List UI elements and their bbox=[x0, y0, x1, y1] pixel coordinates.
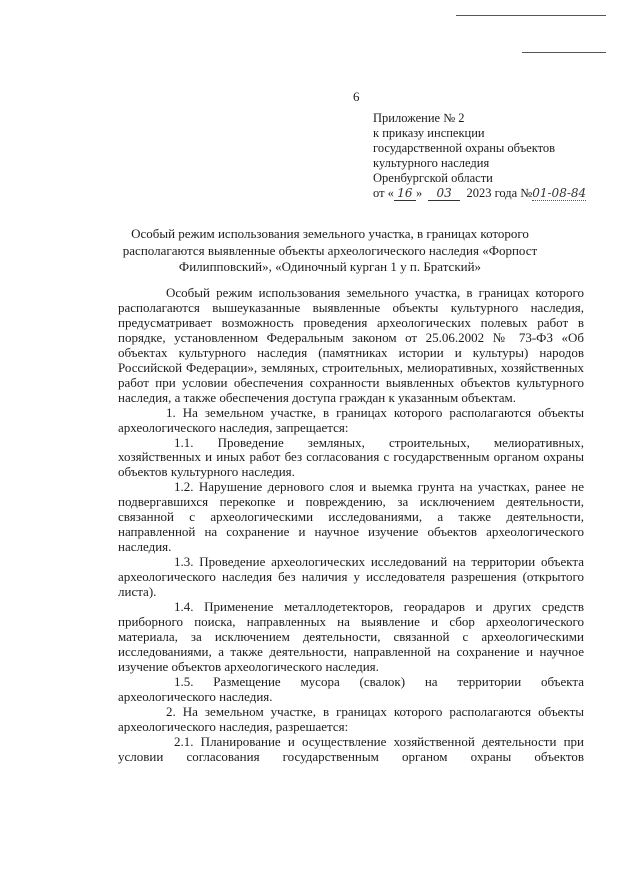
clause-1-4: 1.4. Применение металлодетекторов, георадаров и других средств приборного поиска, направленных на выявление и сбор археологического материала, за исключением деятельности, связанной с археологическими исследованиями, а также деятельности, направленной на сохранение и научное изучение объектов археологического наследия. bbox=[118, 599, 584, 674]
order-date-line bbox=[373, 186, 603, 202]
appendix-line: государственной охраны объектов bbox=[373, 140, 556, 155]
clause-1-5: 1.5. Размещение мусора (свалок) на территории объекта археологического наследия. bbox=[118, 673, 584, 704]
clause-1-1: 1.1. Проведение земляных, строительных, мелиоративных, хозяйственных и иных работ без согласования с государственным органом охраны объектов культурного наследия. bbox=[118, 434, 584, 480]
title-line: Филипповский», «Одиночный курган 1 у п. Братский» bbox=[178, 259, 482, 275]
document-title bbox=[120, 226, 540, 276]
date-prefix: от « bbox=[373, 185, 394, 200]
date-quote-close: » bbox=[415, 185, 423, 200]
title-line: Особый режим использования земельного участка, в границах которого bbox=[131, 226, 529, 241]
clause-2-1: 2.1. Планирование и осуществление хозяйственной деятельности при условии согласования государственным органом охраны объектов bbox=[118, 733, 584, 764]
appendix-line: Приложение № 2 bbox=[373, 111, 465, 125]
handwritten-month: 03 bbox=[428, 186, 460, 202]
page-number: 6 bbox=[353, 89, 360, 104]
appendix-line: Оренбургской области bbox=[373, 170, 493, 185]
appendix-line: к приказу инспекции bbox=[373, 125, 485, 140]
intro-paragraph: Особый режим использования земельного участка, в границах которого располагаются вышеуказанные выявленные объекты культурного наследия, предусматривает возможность проведения археологических полевых работ в порядке, установленном Федеральным законом от 25.06.2002 № 73-ФЗ «Об объектах культурного наследия (памятниках истории и культуры) народов Российской Федерации», земляных, строительных, мелиоративных, хозяйственных работ при условии обеспечения сохранности выявленных объектов культурного наследия, а также обеспечения доступа граждан к указанным объектам. bbox=[118, 285, 584, 405]
clause-1-3: 1.3. Проведение археологических исследований на территории объекта археологического наследия без наличия у исследователя разрешения (открытого листа). bbox=[118, 554, 584, 600]
clause-2: 2. На земельном участке, в границах которого располагаются объекты археологического наследия, разрешается: bbox=[118, 703, 584, 734]
clause-1: 1. На земельном участке, в границах которого располагаются объекты археологического наследия, запрещается: bbox=[118, 404, 584, 435]
date-year-text: 2023 года № bbox=[466, 185, 533, 200]
top-rule-2 bbox=[522, 52, 606, 53]
appendix-block bbox=[373, 111, 603, 201]
title-line: располагаются выявленные объекты археологического наследия «Форпост bbox=[122, 242, 538, 258]
top-rule-1 bbox=[456, 15, 606, 16]
document-body bbox=[118, 286, 584, 765]
handwritten-day: 16 bbox=[394, 186, 416, 202]
clause-1-2: 1.2. Нарушение дернового слоя и выемка грунта на участках, ранее не подвергавшихся перекопке и повреждению, за исключением деятельности, связанной с археологическими исследованиями, а также деятельности, направленной на сохранение и научное изучение объектов археологического наследия. bbox=[118, 479, 584, 555]
appendix-line: культурного наследия bbox=[373, 155, 490, 170]
handwritten-order-number: 01-08-84 bbox=[532, 185, 587, 200]
